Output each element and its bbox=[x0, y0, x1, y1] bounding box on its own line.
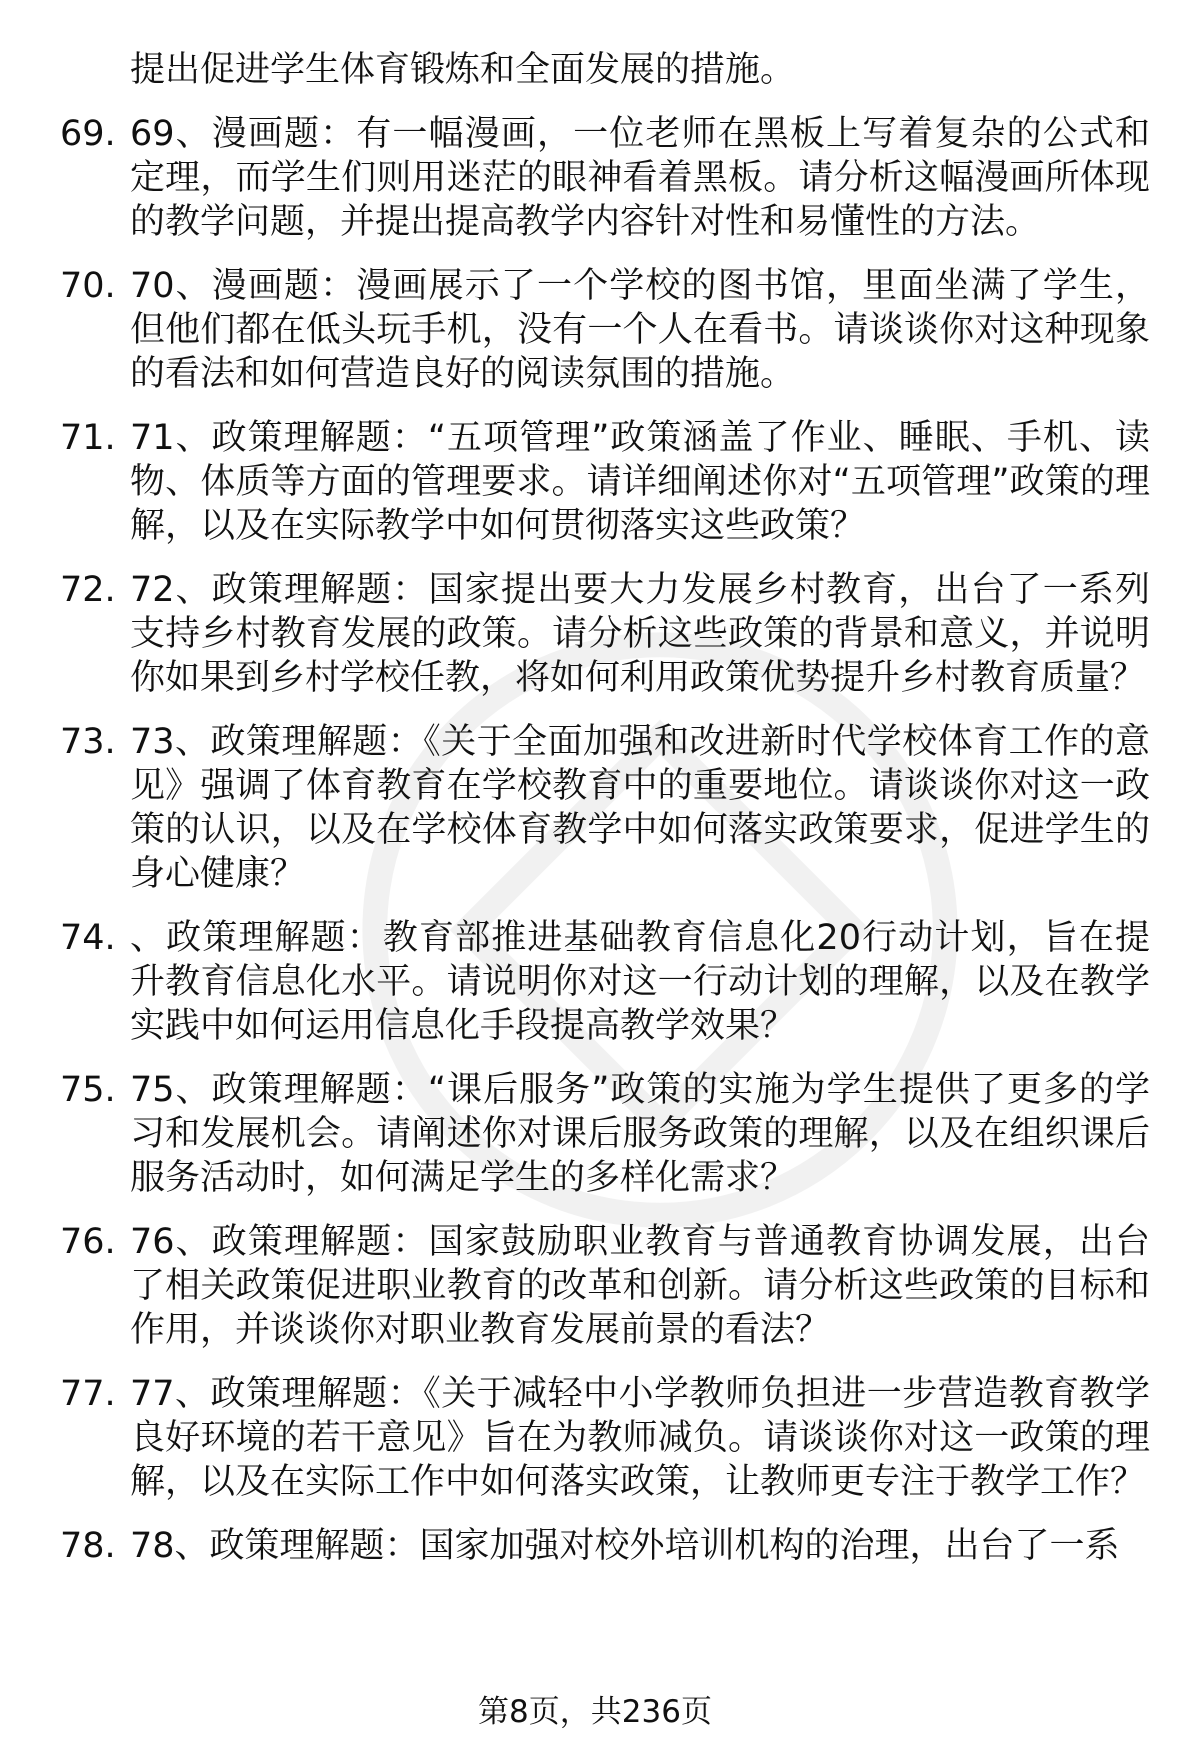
question-item bbox=[60, 264, 1150, 396]
question-number: 69. bbox=[60, 114, 116, 154]
question-item bbox=[60, 1524, 1150, 1568]
question-text: 71、政策理解题：“五项管理”政策涵盖了作业、睡眠、手机、读物、体质等方面的管理要求。请详细阐述你对“五项管理”政策的理解，以及在实际教学中如何贯彻落实这些政策？ bbox=[130, 418, 1150, 546]
continuation-line: 提出促进学生体育锻炼和全面发展的措施。 bbox=[130, 50, 796, 90]
question-text: 69、漫画题：有一幅漫画，一位老师在黑板上写着复杂的公式和定理，而学生们则用迷茫的眼神看着黑板。请分析这幅漫画所体现的教学问题，并提出提高教学内容针对性和易懂性的方法。 bbox=[130, 114, 1150, 242]
question-number: 76. bbox=[60, 1222, 116, 1262]
question-text: 75、政策理解题：“课后服务”政策的实施为学生提供了更多的学习和发展机会。请阐述你对课后服务政策的理解，以及在组织课后服务活动时，如何满足学生的多样化需求？ bbox=[130, 1070, 1150, 1198]
question-text: 70、漫画题：漫画展示了一个学校的图书馆，里面坐满了学生，但他们都在低头玩手机，没有一个人在看书。请谈谈你对这种现象的看法和如何营造良好的阅读氛围的措施。 bbox=[130, 266, 1150, 394]
question-number: 72. bbox=[60, 570, 116, 610]
question-text: 77、政策理解题：《关于减轻中小学教师负担进一步营造教育教学良好环境的若干意见》旨在为教师减负。请谈谈你对这一政策的理解，以及在实际工作中如何落实政策，让教师更专注于教学工作？ bbox=[130, 1374, 1150, 1502]
question-number: 78. bbox=[60, 1526, 116, 1566]
question-item bbox=[60, 720, 1150, 896]
question-item bbox=[60, 916, 1150, 1048]
question-number: 75. bbox=[60, 1070, 116, 1110]
question-text: 76、政策理解题：国家鼓励职业教育与普通教育协调发展，出台了相关政策促进职业教育的改革和创新。请分析这些政策的目标和作用，并谈谈你对职业教育发展前景的看法？ bbox=[130, 1222, 1150, 1350]
question-text: 、政策理解题：教育部推进基础教育信息化20行动计划，旨在提升教育信息化水平。请说明你对这一行动计划的理解，以及在教学实践中如何运用信息化手段提高教学效果？ bbox=[130, 918, 1150, 1046]
question-list bbox=[60, 48, 1150, 1588]
question-number: 77. bbox=[60, 1374, 116, 1414]
question-number: 73. bbox=[60, 722, 116, 762]
page-footer: 第8页，共236页 bbox=[478, 1694, 712, 1730]
question-item bbox=[60, 1220, 1150, 1352]
question-item bbox=[60, 568, 1150, 700]
question-text: 78、政策理解题：国家加强对校外培训机构的治理，出台了一系 bbox=[130, 1526, 1120, 1566]
question-number: 70. bbox=[60, 266, 116, 306]
question-number: 74. bbox=[60, 918, 116, 958]
question-item bbox=[60, 1372, 1150, 1504]
question-text: 72、政策理解题：国家提出要大力发展乡村教育，出台了一系列支持乡村教育发展的政策。请分析这些政策的背景和意义，并说明你如果到乡村学校任教，将如何利用政策优势提升乡村教育质量？ bbox=[130, 570, 1150, 698]
question-item bbox=[60, 1068, 1150, 1200]
question-text: 73、政策理解题：《关于全面加强和改进新时代学校体育工作的意见》强调了体育教育在学校教育中的重要地位。请谈谈你对这一政策的认识，以及在学校体育教学中如何落实政策要求，促进学生的身心健康？ bbox=[130, 722, 1150, 894]
question-item bbox=[60, 416, 1150, 548]
question-item bbox=[60, 112, 1150, 244]
question-number: 71. bbox=[60, 418, 116, 458]
